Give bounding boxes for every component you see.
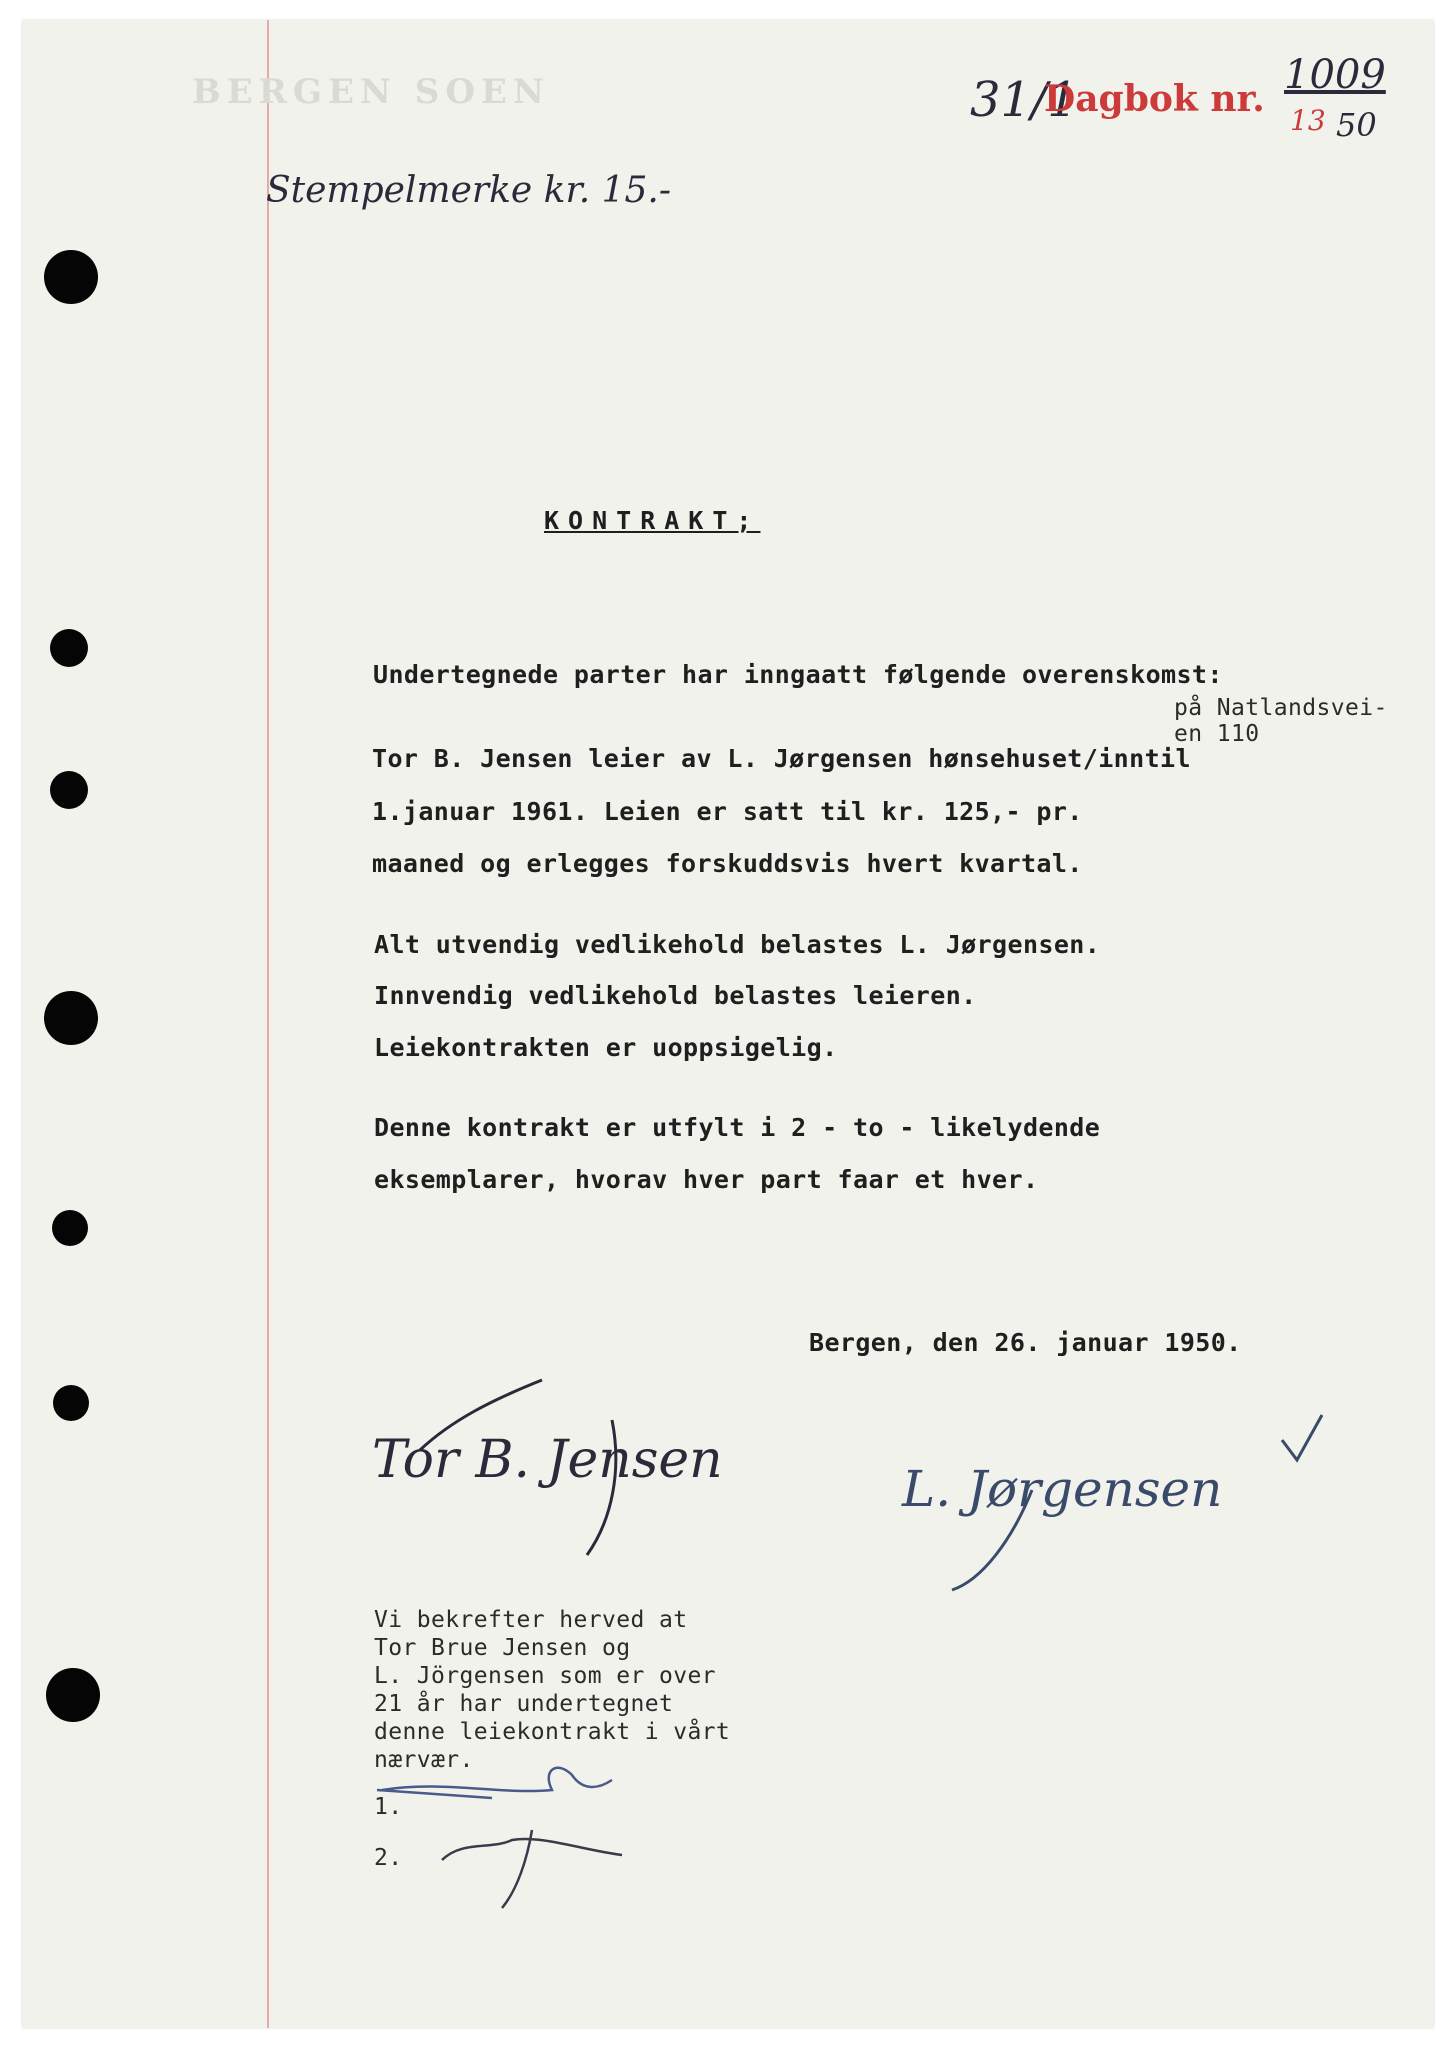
stamp-number: 1009 [1284, 52, 1386, 98]
witness-line: denne leiekontrakt i vårt [374, 1719, 731, 1745]
witness-line: Vi bekrefter herved at [374, 1607, 688, 1633]
stamp-duty-note: Stempelmerke kr. 15.- [266, 170, 672, 211]
witness-line: L. Jörgensen som er over [374, 1663, 716, 1689]
document-title: KONTRAKT; [544, 506, 761, 535]
stamp-date: 31/1 [970, 72, 1078, 128]
paragraph-line: Innvendig vedlikehold belastes leieren. [374, 981, 977, 1010]
witness-label: 1. [374, 1794, 403, 1820]
stamp-year: 50 [1336, 106, 1377, 144]
insertion-line: en 110 [1174, 721, 1260, 747]
intro-line: Undertegnede parter har inngaatt følgende overenskomst: [373, 660, 1223, 689]
place-date: Bergen, den 26. januar 1950. [809, 1328, 1242, 1357]
witness-signatures [22, 20, 1434, 2028]
witness-line: 21 år har undertegnet [374, 1691, 674, 1717]
witness-label: 2. [374, 1845, 403, 1871]
paragraph-line: 1.januar 1961. Leien er satt til kr. 125,- pr. [372, 797, 1083, 826]
paragraph-line: eksemplarer, hvorav hver part faar et hver. [374, 1165, 1039, 1194]
paragraph-line: Alt utvendig vedlikehold belastes L. Jørgensen. [374, 930, 1101, 959]
paragraph-line: Leiekontrakten er uoppsigelig. [374, 1033, 838, 1062]
paragraph-line: Tor B. Jensen leier av L. Jørgensen hønsehuset/inntil [372, 744, 1191, 773]
signature-left: Tor B. Jensen [372, 1430, 723, 1490]
witness-line: Tor Brue Jensen og [374, 1635, 631, 1661]
dagbok-stamp: Dagbok nr. [1044, 78, 1265, 120]
signature-right: L. Jørgensen [902, 1460, 1223, 1518]
insertion-line: på Natlandsvei- [1174, 695, 1388, 721]
faded-header: BERGEN SOEN [192, 72, 550, 112]
stamp-number-sub: 13 [1290, 104, 1326, 137]
paragraph-line: maaned og erlegges forskuddsvis hvert kvartal. [372, 849, 1083, 878]
paragraph-line: Denne kontrakt er utfylt i 2 - to - likelydende [374, 1113, 1101, 1142]
document-page [22, 20, 1434, 2028]
witness-line: nærvær. [374, 1747, 474, 1773]
